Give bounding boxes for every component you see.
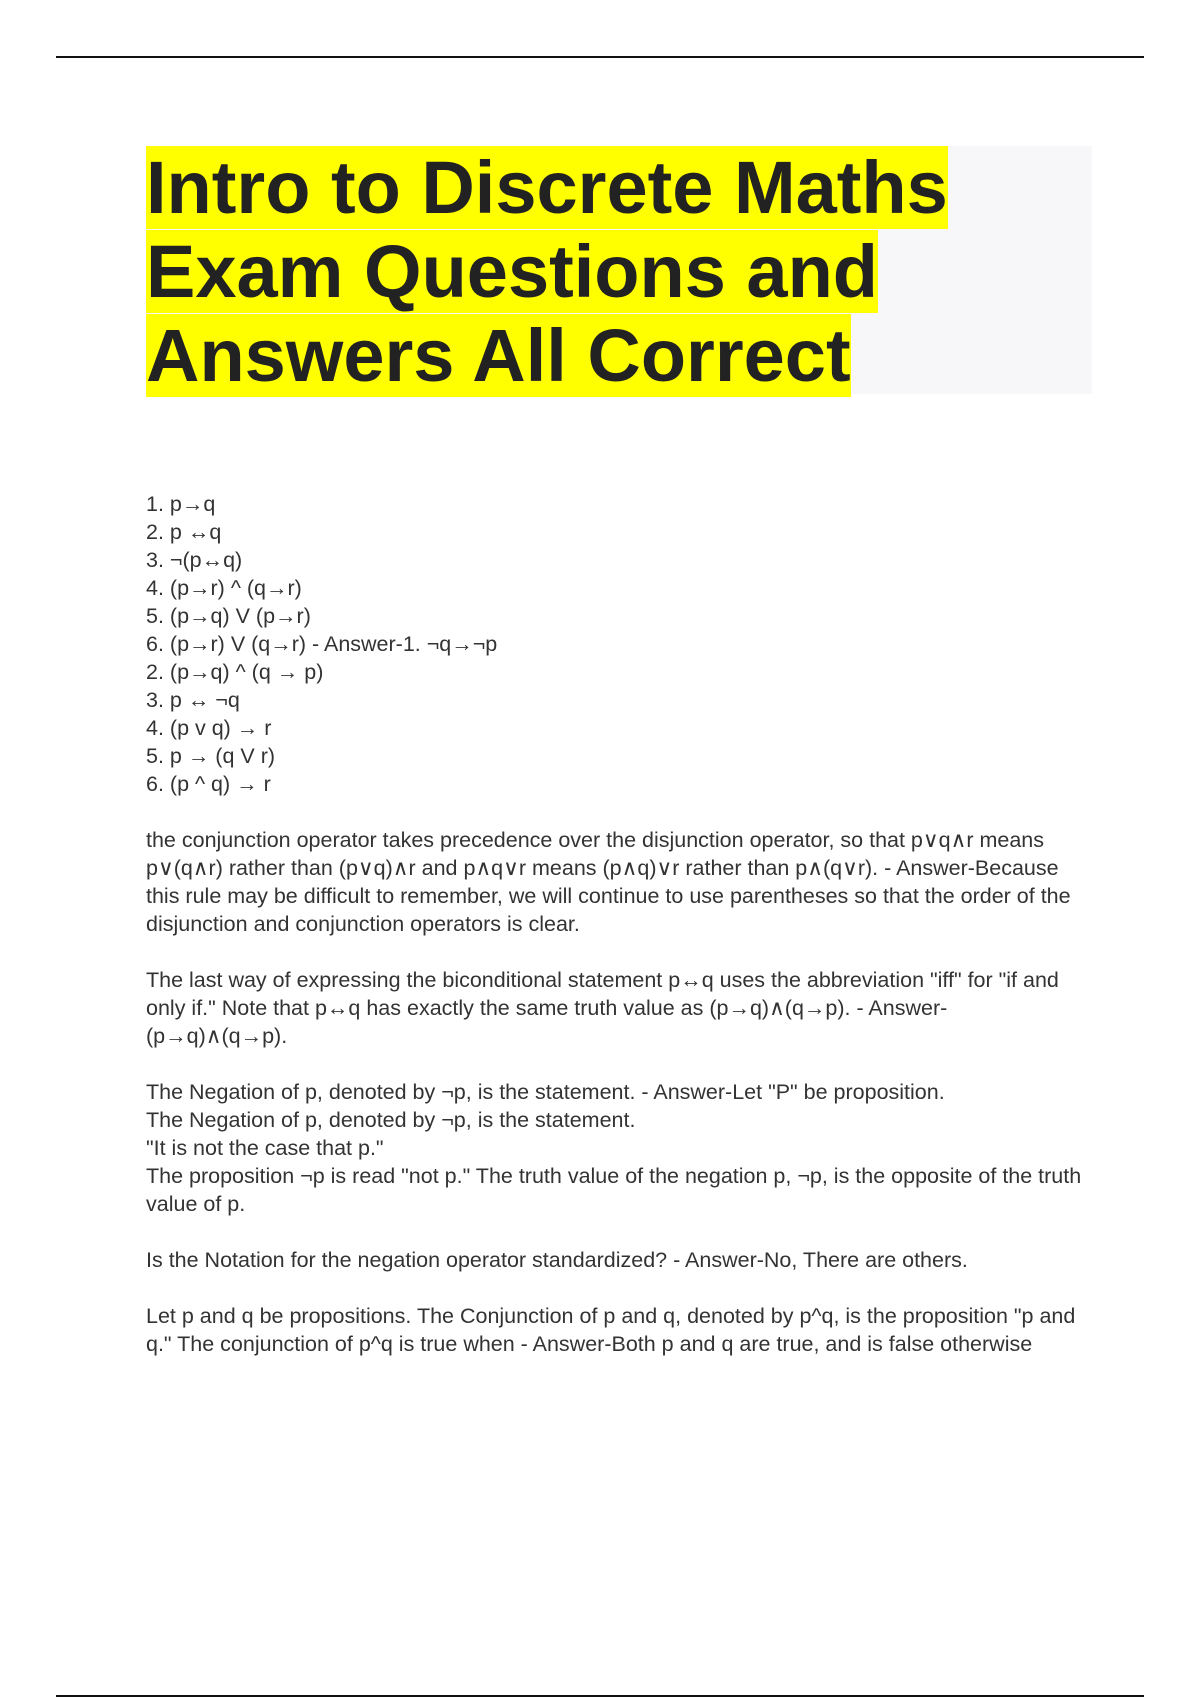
paragraph-text: The last way of expressing the biconditional statement p↔q uses the abbreviation "iff" for "if and only if." Note that p↔q has exactly the same truth value as (p→q)∧(q→p). - Answer-(p→q)∧(q→p).	[146, 968, 1059, 1048]
paragraph-text: The Negation of p, denoted by ¬p, is the statement.	[146, 1108, 636, 1132]
title-line-2: Exam Questions and	[146, 230, 878, 313]
paragraph-text: The Negation of p, denoted by ¬p, is the statement. - Answer-Let "P" be proposition.	[146, 1080, 945, 1104]
list-item: 1. p→q	[146, 492, 216, 516]
list-item: 4. (p v q) → r	[146, 716, 272, 740]
list-item: 3. ¬(p↔q)	[146, 548, 243, 572]
bottom-rule	[56, 1695, 1144, 1697]
list-item: 6. (p→r) V (q→r) - Answer-1. ¬q→¬p	[146, 632, 498, 656]
list-item: 2. (p→q) ^ (q → p)	[146, 660, 324, 684]
list-item: 5. p → (q V r)	[146, 744, 276, 768]
numbered-list	[146, 490, 1086, 798]
title-line-3: Answers All Correct	[146, 314, 851, 397]
top-rule	[56, 56, 1144, 58]
paragraph-text: Let p and q be propositions. The Conjunction of p and q, denoted by p^q, is the proposition "p and q." The conjunction of p^q is true when - Answer-Both p and q are true, and is false otherwise	[146, 1304, 1076, 1356]
paragraph-biconditional	[146, 966, 1086, 1050]
list-item: 4. (p→r) ^ (q→r)	[146, 576, 302, 600]
document-title	[146, 146, 1092, 398]
paragraph-conjunction	[146, 1302, 1086, 1358]
title-line-1: Intro to Discrete Maths	[146, 146, 948, 229]
list-item: 2. p ↔q	[146, 520, 222, 544]
paragraph-negation	[146, 1078, 1086, 1218]
document-body	[146, 490, 1086, 1358]
paragraph-text: Is the Notation for the negation operator standardized? - Answer-No, There are others.	[146, 1248, 968, 1272]
paragraph-text: The proposition ¬p is read "not p." The truth value of the negation p, ¬p, is the opposite of the truth value of p.	[146, 1164, 1082, 1216]
paragraph-text: the conjunction operator takes precedence over the disjunction operator, so that p∨q∧r means p∨(q∧r) rather than (p∨q)∧r and p∧q∨r means (p∧q)∨r rather than p∧(q∨r). - Answer-Because this rule may be difficult to remember, we will continue to use parentheses so that the order of the disjunction and conjunction operators is clear.	[146, 828, 1071, 936]
paragraph-notation	[146, 1246, 1086, 1274]
paragraph-text: "It is not the case that p."	[146, 1136, 384, 1160]
paragraph-precedence	[146, 826, 1086, 938]
list-item: 5. (p→q) V (p→r)	[146, 604, 311, 628]
list-item: 3. p ↔ ¬q	[146, 688, 240, 712]
list-item: 6. (p ^ q) → r	[146, 772, 271, 796]
